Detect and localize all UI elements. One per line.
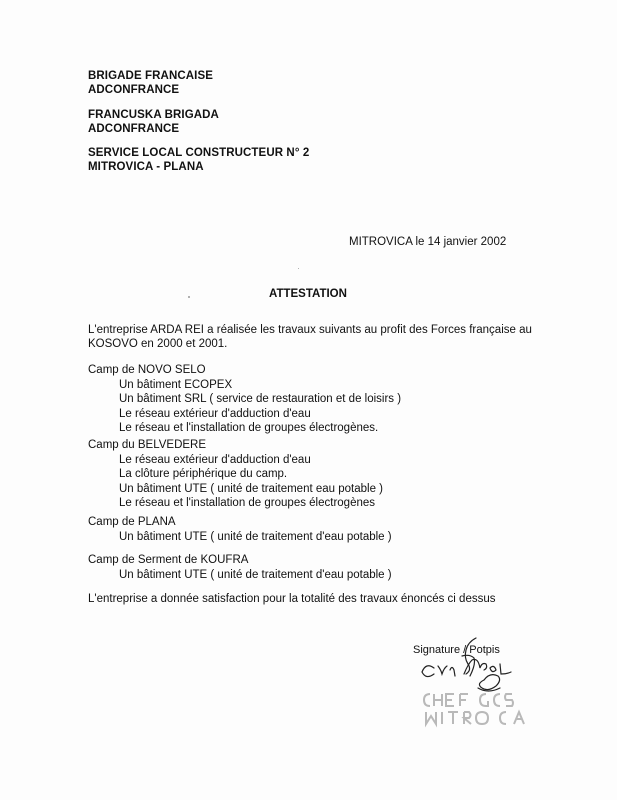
signature-label: Signature / Potpis [413,644,500,656]
camp-item: Le réseau extérieur d'adduction d'eau [119,453,311,466]
camp-item: Un bâtiment ECOPEX [119,378,233,391]
camp-name: Camp de PLANA [88,516,176,528]
header-line: FRANCUSKA BRIGADA [88,109,219,121]
header-line: ADCONFRANCE [88,84,180,96]
camp-section-belvedere [88,438,383,511]
header-line: MITROVICA - PLANA [88,161,204,173]
header-block-brigade [88,69,213,97]
camp-section-koufra [88,553,392,582]
camp-item: Un bâtiment SRL ( service de restauration et de loisirs ) [119,393,402,405]
header-block-francuska [88,108,219,136]
handwritten-signature [422,638,511,691]
camp-name: Camp de NOVO SELO [88,364,206,376]
camp-item: Un bâtiment UTE ( unité de traitement d'eau potable ) [119,530,392,543]
camp-item: Un bâtiment UTE ( unité de traitement eau potable ) [119,482,384,495]
date-line: MITROVICA le 14 janvier 2002 [349,236,507,248]
camp-section-novo-selo [88,363,401,436]
camp-name: Camp de Serment de KOUFRA [88,554,249,566]
closing-statement: L'entreprise a donnée satisfaction pour la totalité des travaux énoncés ci dessus [88,593,496,605]
intro-paragraph: L'entreprise ARDA REI a réalisée les travaux suivants au profit des Forces française au KOSOVO en 2000 et 2001. [88,324,532,350]
signature-stamp-image [410,628,540,728]
header-line: ADCONFRANCE [88,123,180,135]
camp-item: Un bâtiment UTE ( unité de traitement d'eau potable ) [119,568,392,581]
header-line: BRIGADE FRANCAISE [88,70,214,82]
camp-name: Camp du BELVEDERE [88,439,207,451]
scan-speck [298,268,299,269]
camp-item: Le réseau et l'installation de groupes électrogènes [119,497,376,509]
camp-item: Le réseau extérieur d'adduction d'eau [119,407,311,420]
camp-item: Le réseau et l'installation de groupes électrogènes. [119,422,379,434]
camp-item: La clôture périphérique du camp. [119,468,288,480]
document-title: ATTESTATION [269,288,347,300]
camp-section-plana [88,515,392,544]
header-line: SERVICE LOCAL CONSTRUCTEUR N° 2 [88,147,310,159]
official-stamp [424,694,524,724]
scan-speck [188,296,190,298]
header-block-service [88,146,309,174]
